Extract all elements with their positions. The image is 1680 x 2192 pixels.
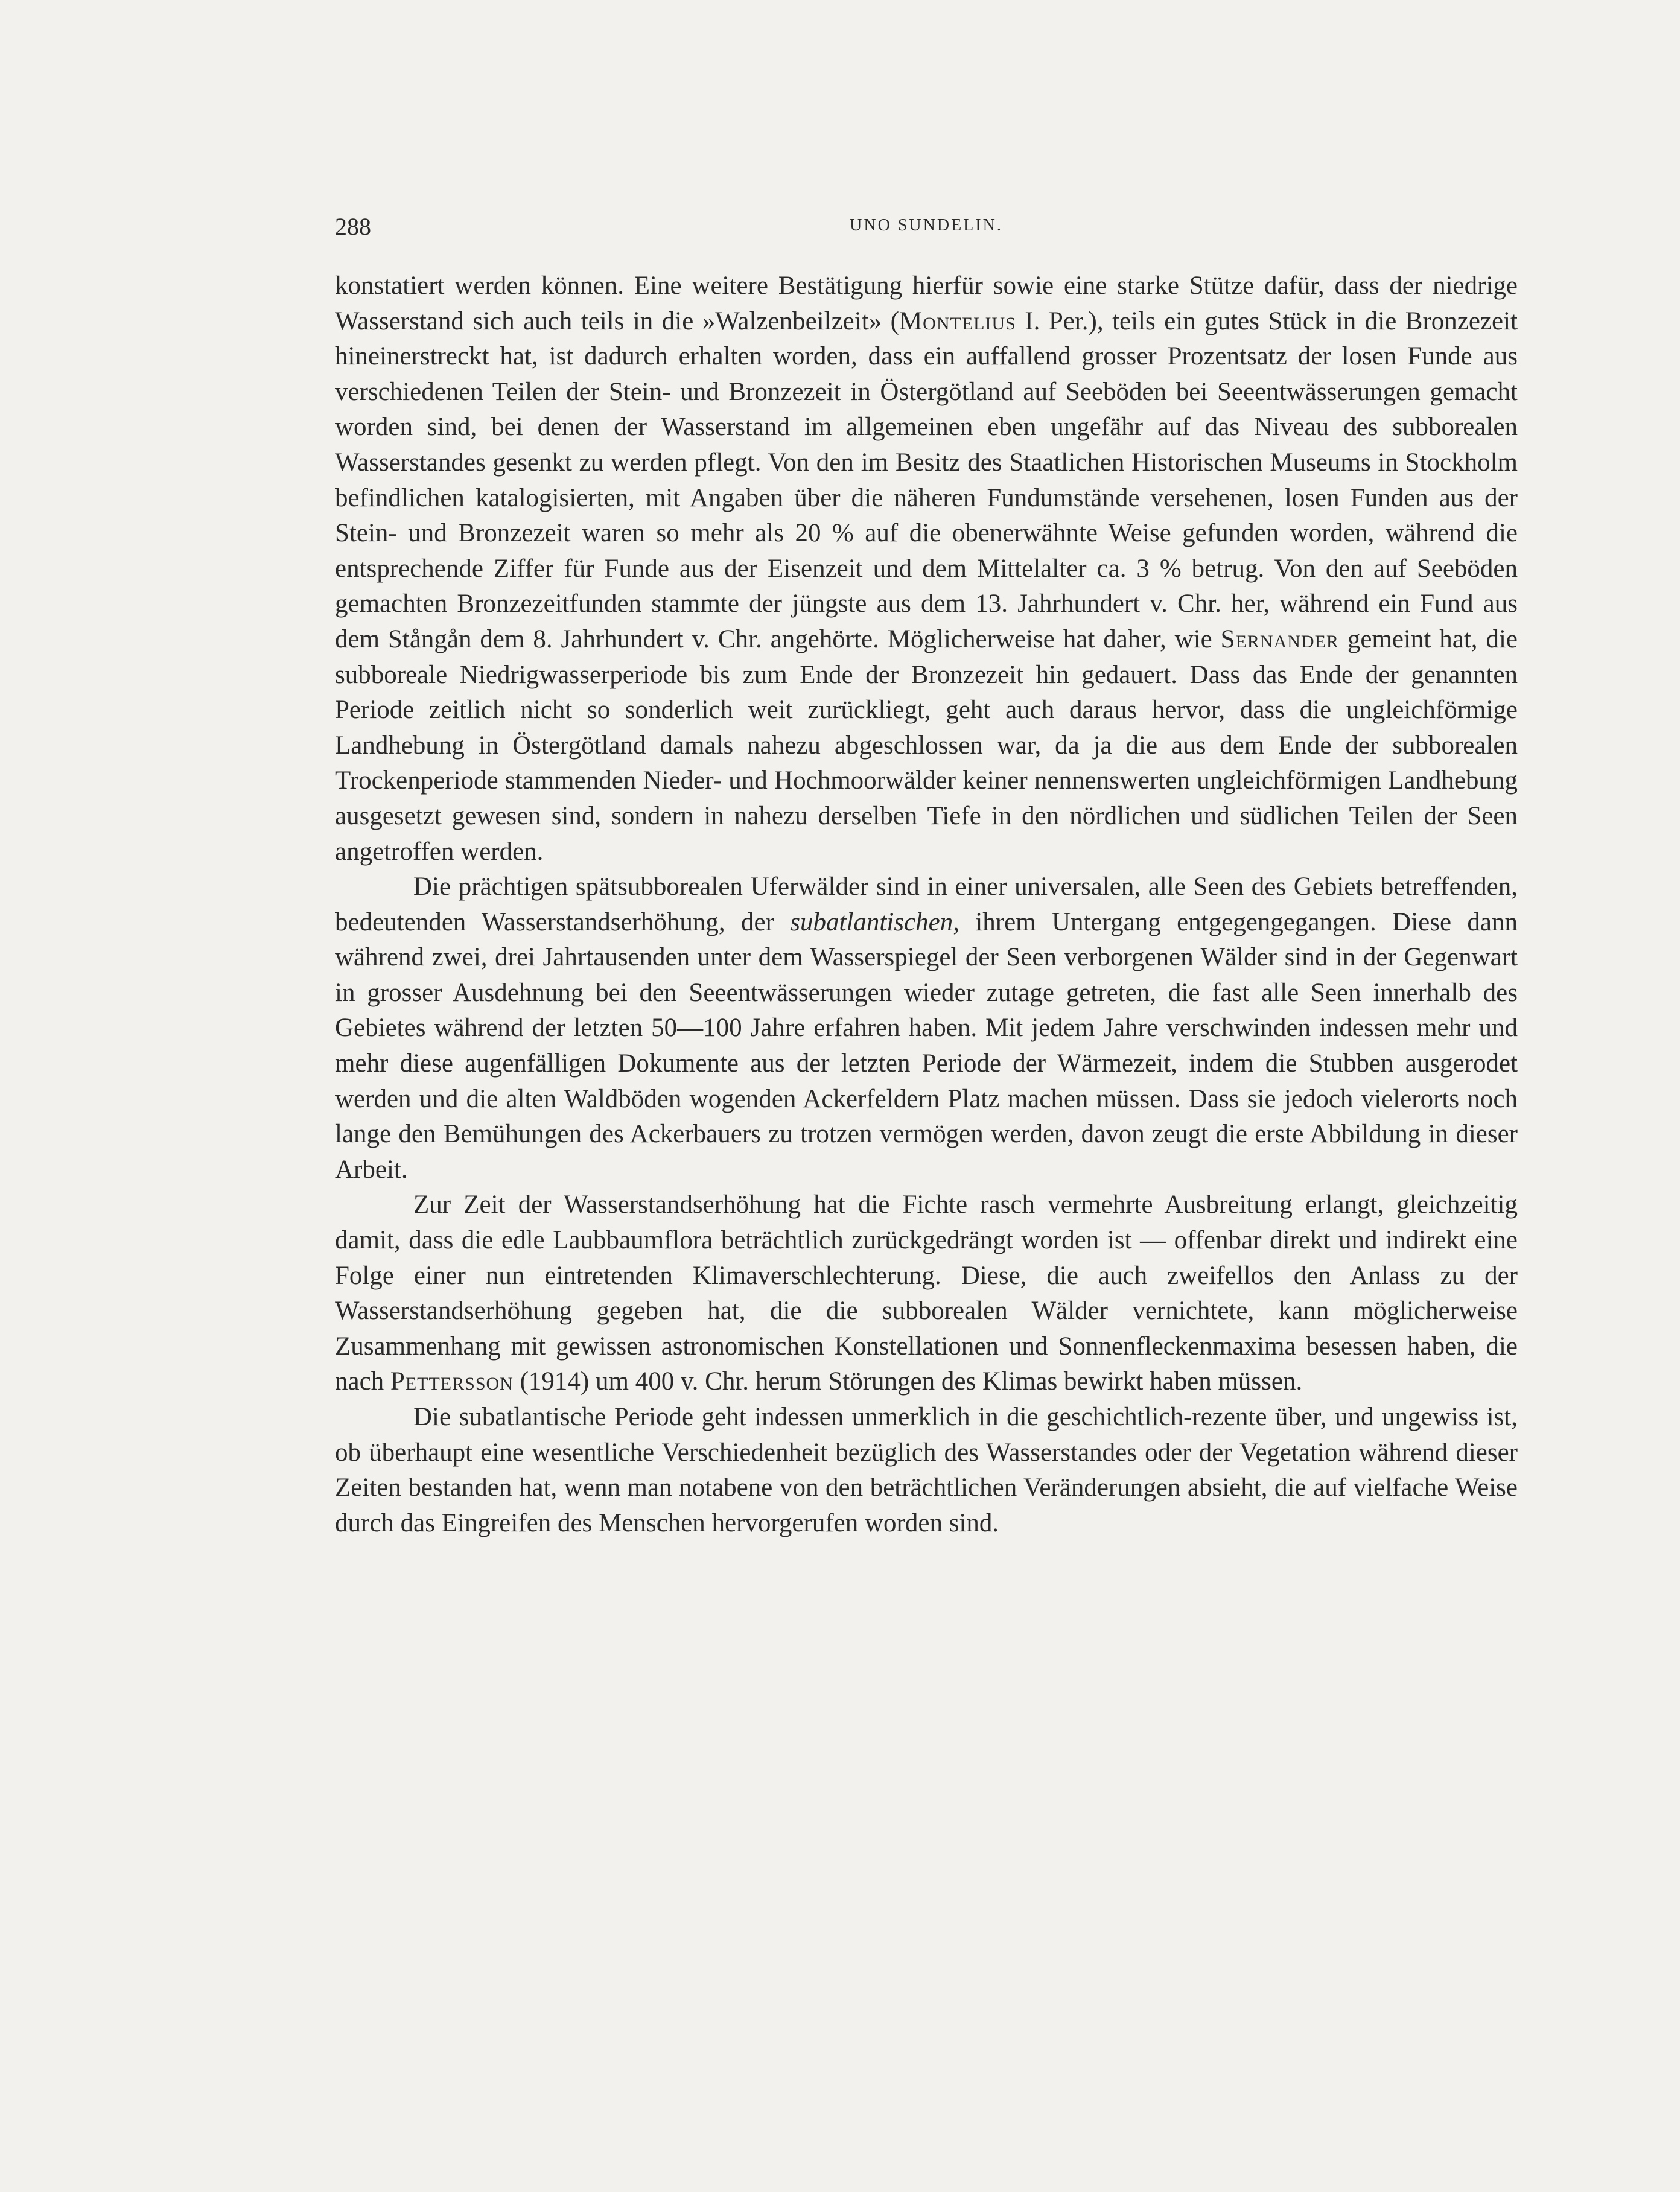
text-segment: Zur Zeit der Wasserstandserhöhung hat die Fichte rasch vermehrte Ausbreitung erlangt, gleichzeitig damit, dass die edle Laubbaumflora beträchtlich zurückgedrängt worden ist — offenbar direkt und indirekt eine Folge einer nun eintretenden Klimaverschlechterung. Diese, die auch zweifellos den Anlass zu der Wasserstandserhöhung gegeben hat, die die subborealen Wälder vernichtete, kann möglicherweise Zusammenhang mit gewissen astronomischen Konstellationen und Sonnenfleckenmaxima besessen haben, die nach: [335, 1190, 1518, 1396]
text-segment: Die prächtigen spätsubborealen Uferwälder sind in einer universalen, alle Seen des Gebiets betreffenden, bedeutenden Wasserstandserhöhung, der: [335, 872, 1518, 936]
text-segment: (1914) um 400 v. Chr. herum Störungen des Klimas bewirkt haben müssen.: [513, 1367, 1303, 1396]
author-name: Pettersson: [390, 1367, 514, 1396]
text-segment: Die subatlantische Periode geht indessen unmerklich in die geschichtlich-rezente über, und ungewiss ist, ob überhaupt eine wesentliche Verschiedenheit bezüglich des Wasserstandes oder der Vegetation während dieser Zeiten bestanden hat, wenn man notabene von den beträchtlichen Veränderungen absieht, die auf vielfache Weise durch das Eingreifen des Menschen hervorgerufen worden sind.: [335, 1403, 1518, 1537]
text-segment: , ihrem Untergang entgegengegangen. Diese dann während zwei, drei Jahrtausenden unter dem Wasserspiegel der Seen verborgenen Wälder sind in der Gegenwart in grosser Ausdehnung bei den Seeentwässerungen wieder zutage getreten, die fast alle Seen innerhalb des Gebietes während der letzten 50—100 Jahre erfahren haben. Mit jedem Jahre verschwinden indessen mehr und mehr diese augenfälligen Dokumente aus der letzten Periode der Wärmezeit, indem die Stubben ausgerodet werden und die alten Waldböden wogenden Ackerfeldern Platz machen müssen. Dass sie jedoch vielerorts noch lange den Bemühungen des Ackerbauers zu trotzen vermögen werden, davon zeugt die erste Abbildung in dieser Arbeit.: [335, 907, 1518, 1184]
text-segment: I. Per.), teils ein gutes Stück in die Bronzezeit hineinerstreckt hat, ist dadurch erhalten worden, dass ein auffallend grosser Prozentsatz der losen Funde aus verschiedenen Teilen der Stein- und Bronzezeit in Östergötland auf Seeböden bei Seeentwässerungen gemacht worden sind, bei denen der Wasserstand im allgemeinen eben ungefähr auf das Niveau des subborealen Wasserstandes gesenkt zu werden pflegt. Von den im Besitz des Staatlichen Historischen Museums in Stockholm befindlichen katalogisierten, mit Angaben über die näheren Fundumstände versehenen, losen Funden aus der Stein- und Bronzezeit waren so mehr als 20 % auf die obenerwähnte Weise gefunden worden, während die entsprechende Ziffer für Funde aus der Eisenzeit und dem Mittelalter ca. 3 % betrug. Von den auf Seeböden gemachten Bronzezeitfunden stammte der jüngste aus dem 13. Jahrhundert v. Chr. her, während ein Fund aus dem Stångån dem 8. Jahrhundert v. Chr. angehörte. Möglicherweise hat daher, wie: [335, 307, 1518, 653]
paragraph-3: [335, 1187, 1518, 1400]
text-segment: konstatiert werden können. Eine weitere Bestätigung hierfür sowie eine starke Stütze dafür, dass der niedrige Wasserstand sich auch teils in die »Walzenbeilzeit» (: [335, 272, 1518, 335]
body-text: [335, 268, 1518, 1541]
page-number: 288: [335, 213, 371, 240]
text-segment: gemeint hat, die subboreale Niedrigwasserperiode bis zum Ende der Bronzezeit hin gedauert. Dass das Ende der genannten Periode zeitlich nicht so sonderlich weit zurückliegt, geht auch daraus hervor, dass die ungleichförmige Landhebung in Östergötland damals nahezu abgeschlossen war, da ja die aus dem Ende der subborealen Trockenperiode stammenden Nieder- und Hochmoorwälder keiner nennenswerten ungleichförmigen Landhebung ausgesetzt gewesen sind, sondern in nahezu derselben Tiefe in den nördlichen und südlichen Teilen der Seen angetroffen werden.: [335, 624, 1518, 866]
paragraph-2: [335, 869, 1518, 1187]
paragraph-1: [335, 268, 1518, 869]
author-name: Montelius: [899, 307, 1016, 335]
author-name: Sernander: [1220, 624, 1339, 653]
page-header: [335, 212, 1518, 249]
emphasized-term: subatlantischen: [790, 907, 953, 936]
paragraph-4: [335, 1400, 1518, 1541]
running-head: UNO SUNDELIN.: [850, 216, 1003, 235]
